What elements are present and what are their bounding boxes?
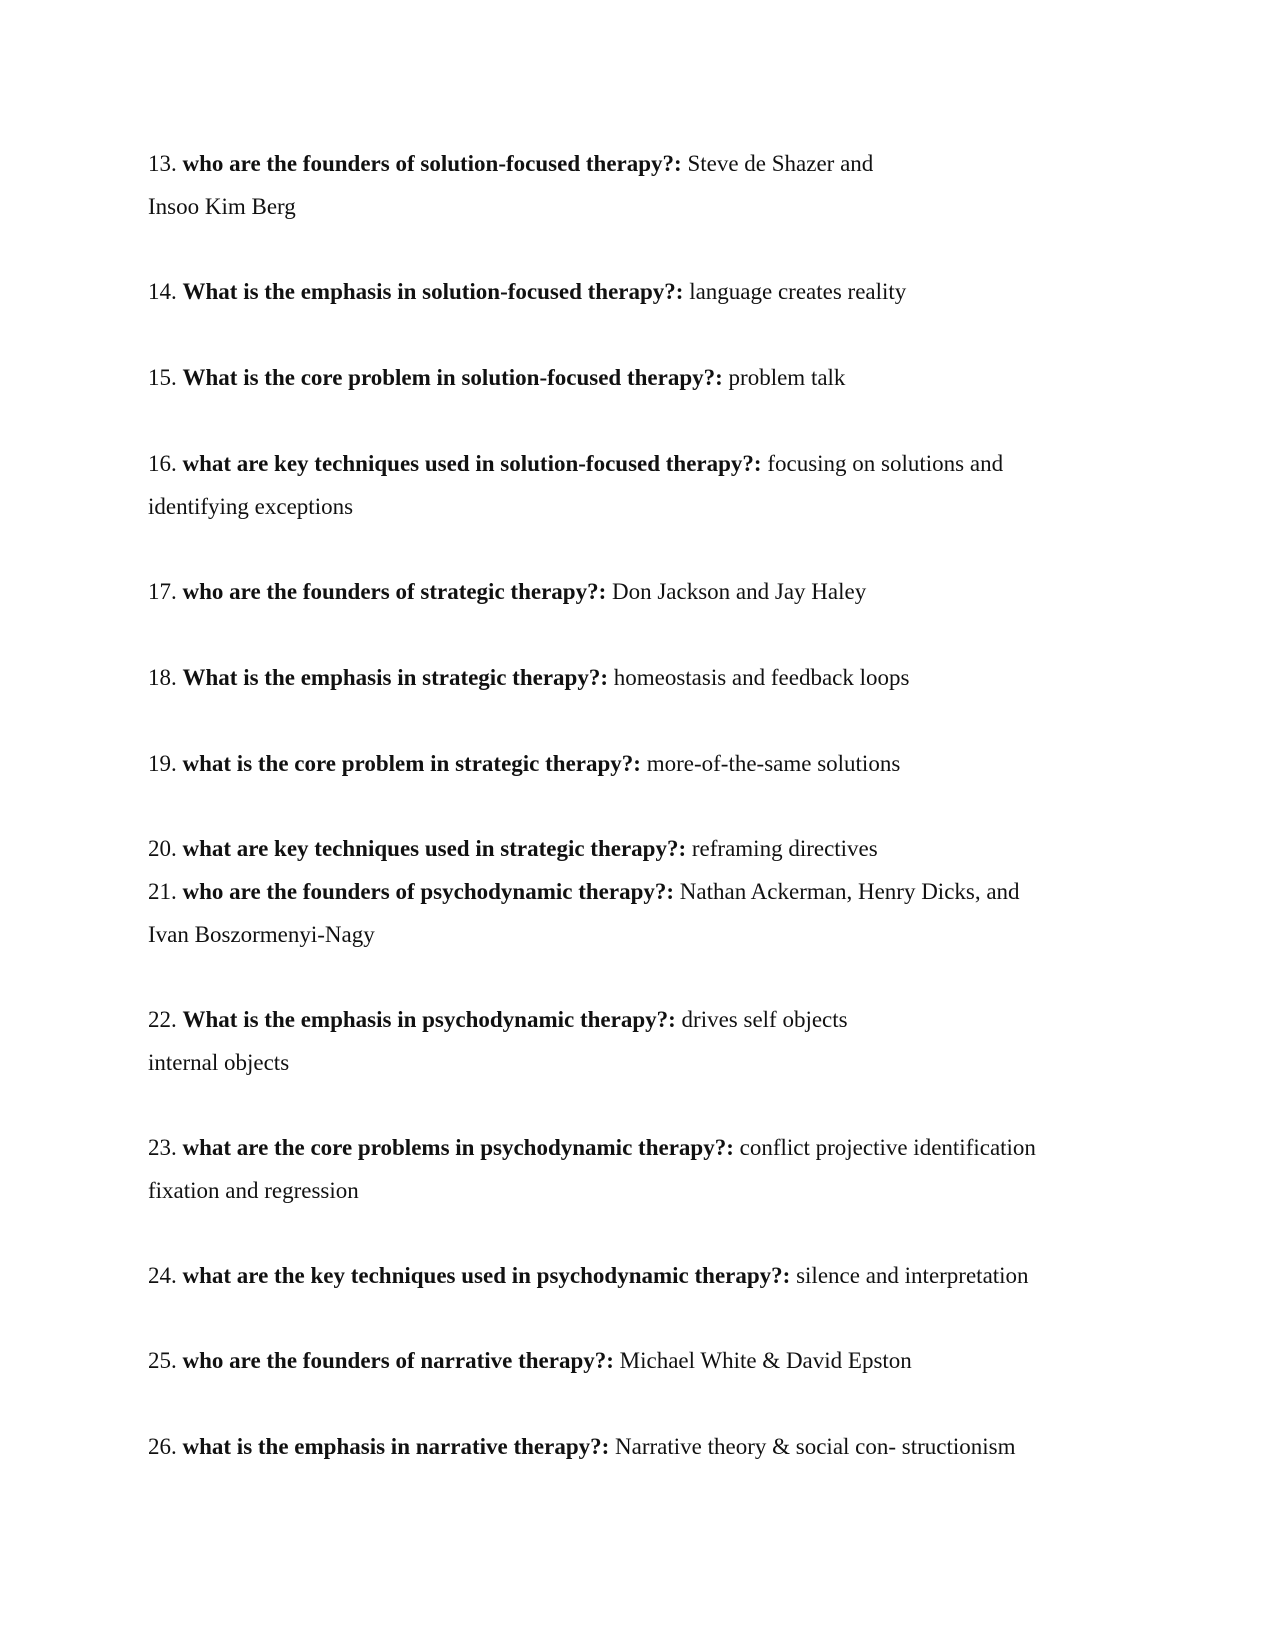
answer-text: homeostasis and feedback loops xyxy=(613,665,910,690)
item-number: 20. xyxy=(148,836,177,861)
answer-text: conflict projective identification xyxy=(739,1135,1036,1160)
qa-item-17 xyxy=(148,570,1128,613)
item-number: 17. xyxy=(148,579,177,604)
qa-item-18 xyxy=(148,656,1128,699)
item-number: 15. xyxy=(148,365,177,390)
question-text: What is the emphasis in psychodynamic therapy?: xyxy=(182,1007,676,1032)
question-text: what are the key techniques used in psychodynamic therapy?: xyxy=(182,1263,791,1288)
answer-text: Narrative theory & social con- structionism xyxy=(615,1434,1016,1459)
answer-text-continued: internal objects xyxy=(148,1050,290,1075)
item-number: 22. xyxy=(148,1007,177,1032)
item-number: 24. xyxy=(148,1263,177,1288)
qa-item-13 xyxy=(148,142,1128,228)
item-number: 18. xyxy=(148,665,177,690)
item-number: 25. xyxy=(148,1348,177,1373)
answer-text: reframing directives xyxy=(691,836,878,861)
question-text: What is the emphasis in strategic therapy?: xyxy=(182,665,608,690)
qa-item-25 xyxy=(148,1339,1128,1382)
answer-text: focusing on solutions and xyxy=(767,451,1004,476)
answer-text: Nathan Ackerman, Henry Dicks, and xyxy=(679,879,1020,904)
item-number: 19. xyxy=(148,751,177,776)
answer-text-continued: Insoo Kim Berg xyxy=(148,194,296,219)
answer-text: Michael White & David Epston xyxy=(619,1348,912,1373)
question-text: who are the founders of solution-focused therapy?: xyxy=(182,151,682,176)
question-text: who are the founders of narrative therapy?: xyxy=(182,1348,614,1373)
answer-text: drives self objects xyxy=(681,1007,848,1032)
qa-item-15 xyxy=(148,356,1128,399)
answer-text: problem talk xyxy=(728,365,846,390)
qa-item-26 xyxy=(148,1425,1128,1468)
question-text: What is the emphasis in solution-focused therapy?: xyxy=(182,279,684,304)
answer-text: silence and interpretation xyxy=(796,1263,1029,1288)
qa-item-16 xyxy=(148,442,1128,528)
qa-item-22 xyxy=(148,998,1128,1084)
answer-text: more-of-the-same solutions xyxy=(646,751,901,776)
item-number: 23. xyxy=(148,1135,177,1160)
item-number: 16. xyxy=(148,451,177,476)
answer-text-continued: identifying exceptions xyxy=(148,494,354,519)
question-text: what are the core problems in psychodynamic therapy?: xyxy=(182,1135,734,1160)
qa-item-21 xyxy=(148,870,1128,956)
qa-item-19 xyxy=(148,742,1128,785)
qa-item-20 xyxy=(148,827,1128,870)
question-text: what are key techniques used in solution-focused therapy?: xyxy=(182,451,762,476)
answer-text: language creates reality xyxy=(689,279,907,304)
question-text: who are the founders of strategic therapy?: xyxy=(182,579,607,604)
answer-text: Steve de Shazer and xyxy=(687,151,874,176)
question-text: who are the founders of psychodynamic therapy?: xyxy=(182,879,675,904)
answer-text-continued: fixation and regression xyxy=(148,1178,359,1203)
item-number: 26. xyxy=(148,1434,177,1459)
qa-item-14 xyxy=(148,270,1128,313)
answer-text-continued: Ivan Boszormenyi-Nagy xyxy=(148,922,375,947)
qa-item-23 xyxy=(148,1126,1128,1212)
question-text: what is the emphasis in narrative therapy?: xyxy=(182,1434,610,1459)
item-number: 21. xyxy=(148,879,177,904)
question-text: what are key techniques used in strategic therapy?: xyxy=(182,836,687,861)
answer-text: Don Jackson and Jay Haley xyxy=(611,579,867,604)
question-text: What is the core problem in solution-focused therapy?: xyxy=(182,365,723,390)
item-number: 14. xyxy=(148,279,177,304)
question-text: what is the core problem in strategic therapy?: xyxy=(182,751,641,776)
item-number: 13. xyxy=(148,151,177,176)
qa-item-24 xyxy=(148,1254,1128,1297)
